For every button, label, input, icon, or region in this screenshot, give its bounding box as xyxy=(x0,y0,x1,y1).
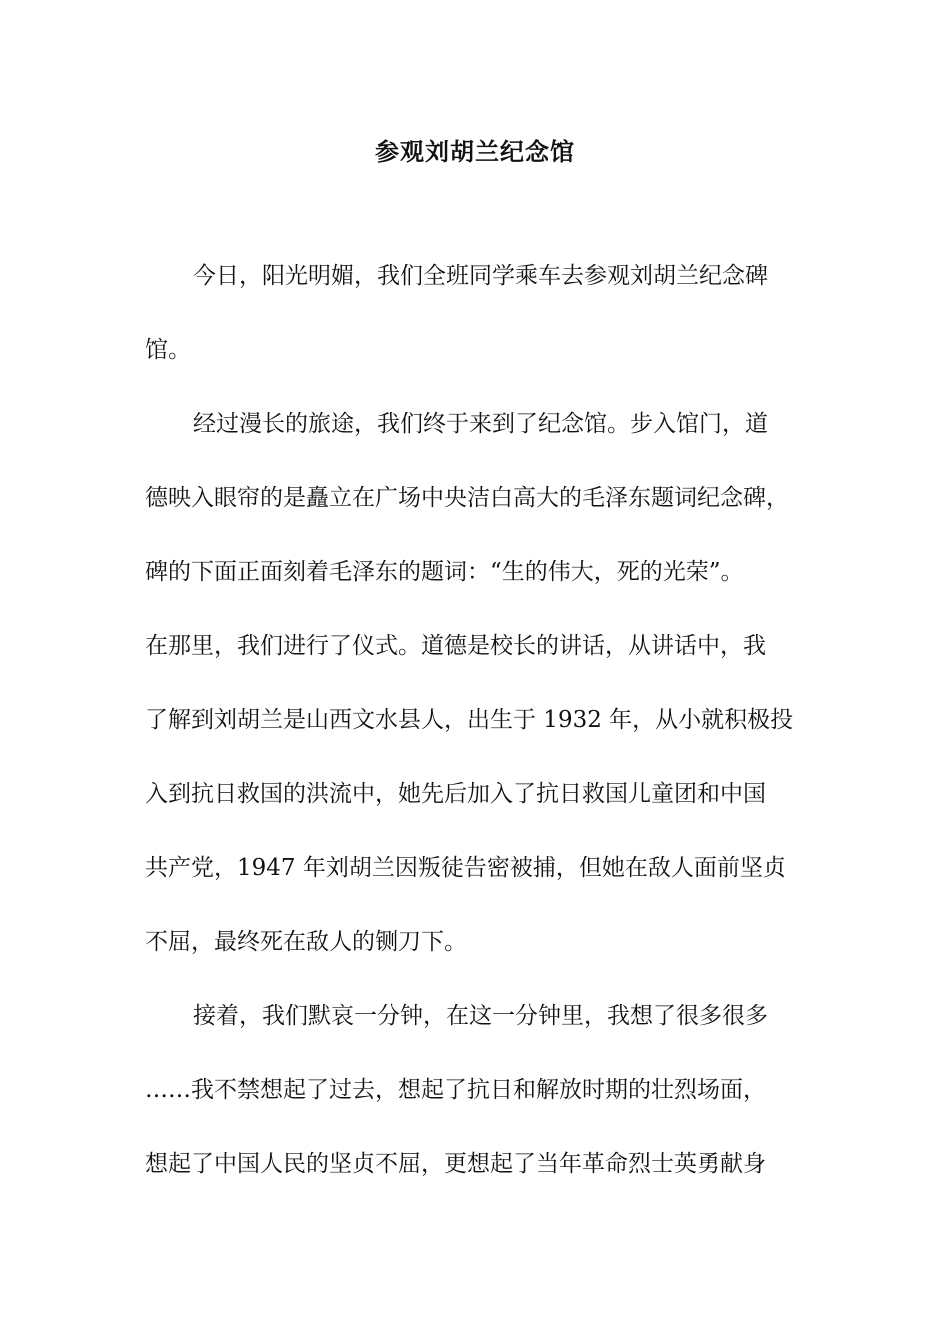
paragraph-2-line-8: 不屈，最终死在敌人的铡刀下。 xyxy=(145,929,467,955)
paragraph-2-line-3: 碑的下面正面刻着毛泽东的题词：“生的伟大，死的光荣”。 xyxy=(145,559,744,585)
paragraph-2-line-7: 共产党，1947 年刘胡兰因叛徒告密被捕，但她在敌人面前坚贞 xyxy=(145,855,786,881)
paragraph-3-line-3: 想起了中国人民的坚贞不屈，更想起了当年革命烈士英勇献身 xyxy=(145,1151,766,1177)
document-title: 参观刘胡兰纪念馆 xyxy=(375,137,575,166)
paragraph-3-line-2: ……我不禁想起了过去，想起了抗日和解放时期的壮烈场面， xyxy=(145,1077,766,1103)
paragraph-1-line-1: 今日，阳光明媚，我们全班同学乘车去参观刘胡兰纪念碑 xyxy=(193,263,768,289)
document-body xyxy=(145,256,810,1218)
paragraph-2-line-2: 德映入眼帘的是矗立在广场中央洁白高大的毛泽东题词纪念碑， xyxy=(145,485,789,511)
paragraph-2-line-6: 入到抗日救国的洪流中，她先后加入了抗日救国儿童团和中国 xyxy=(145,781,766,807)
paragraph-2-line-4: 在那里，我们进行了仪式。道德是校长的讲话，从讲话中，我 xyxy=(145,633,766,659)
paragraph-1-line-2: 馆。 xyxy=(145,337,191,363)
paragraph-2-line-5: 了解到刘胡兰是山西文水县人，出生于 1932 年，从小就积极投 xyxy=(145,707,794,733)
paragraph-3-line-1: 接着，我们默哀一分钟，在这一分钟里，我想了很多很多 xyxy=(193,1003,768,1029)
paragraph-2-line-1: 经过漫长的旅途，我们终于来到了纪念馆。步入馆门，道 xyxy=(193,411,768,437)
